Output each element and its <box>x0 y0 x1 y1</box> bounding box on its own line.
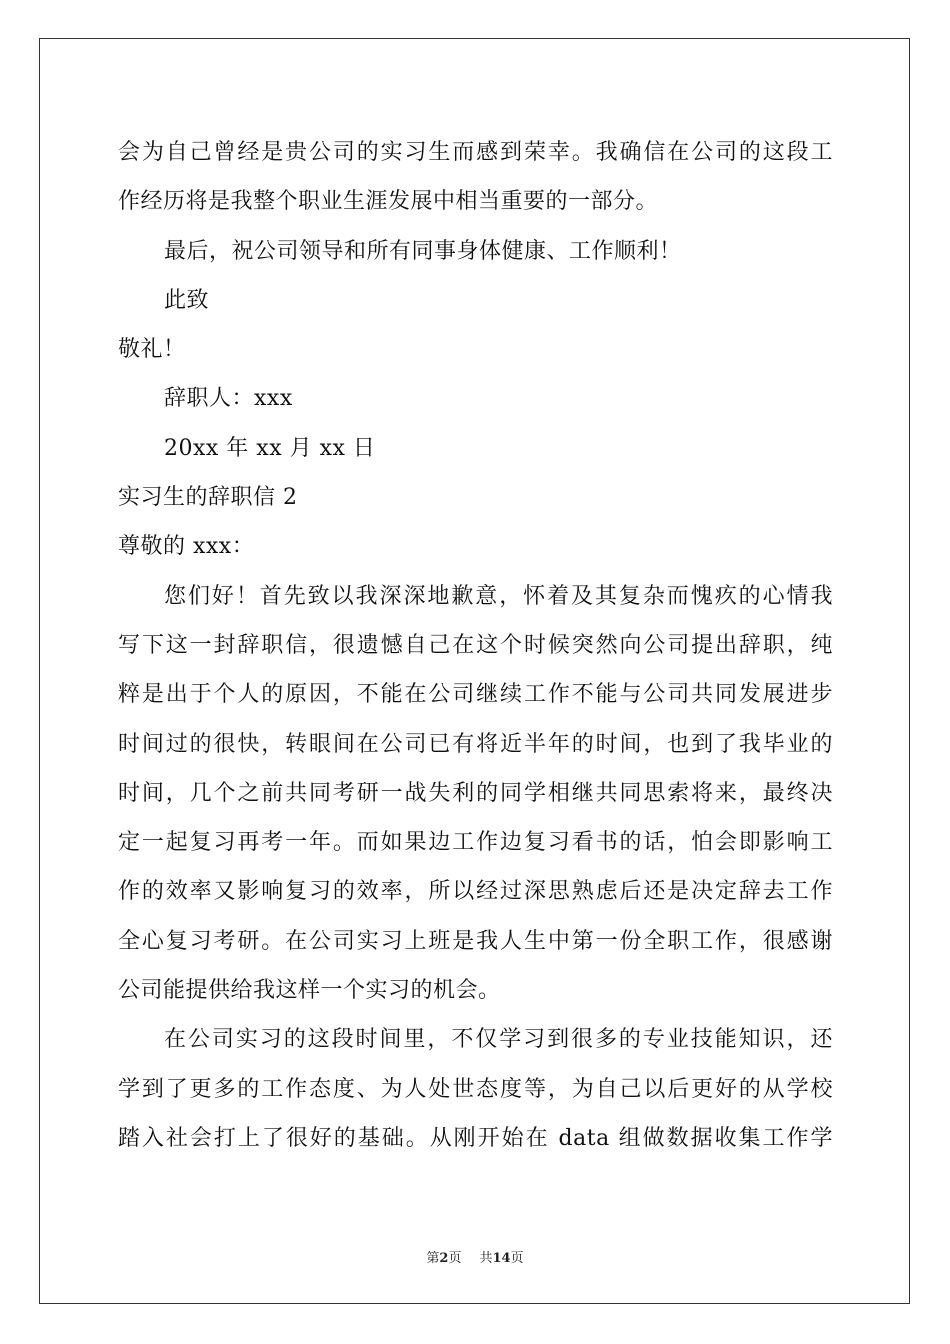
text-line: 会为自己曾经是贵公司的实习生而感到荣幸。我确信在公司的这段工 <box>118 140 833 165</box>
page-number: 2 <box>439 1251 449 1266</box>
text-line: 您们好！首先致以我深深地歉意，怀着及其复杂而愧疚的心情我 <box>164 583 833 609</box>
text-line: 最后，祝公司领导和所有同事身体健康、工作顺利！ <box>164 238 682 264</box>
document-body <box>118 128 833 1163</box>
text-line: 尊敬的 xxx： <box>118 534 255 560</box>
text-line: 学到了更多的工作态度、为人处世态度等，为自己以后更好的从学校 <box>118 1076 833 1102</box>
text-line: 时间，几个之前共同考研一战失利的同学相继共同思索将来，最终决 <box>118 780 833 806</box>
total-pages: 14 <box>492 1251 511 1266</box>
text-line: 定一起复习再考一年。而如果边工作边复习看书的话，怕会即影响工 <box>118 830 833 856</box>
text-line: 写下这一封辞职信，很遗憾自己在这个时候突然向公司提出辞职，纯 <box>118 632 833 658</box>
text-line: 在公司实习的这段时间里，不仅学习到很多的专业技能知识，还 <box>164 1027 833 1053</box>
page-prefix: 第 <box>426 1251 440 1266</box>
page-suffix: 页 <box>448 1251 462 1266</box>
total-suffix: 页 <box>510 1251 524 1266</box>
text-line: 踏入社会打上了很好的基础。从刚开始在 data 组做数据收集工作学 <box>118 1125 833 1151</box>
total-prefix: 共 <box>479 1251 493 1266</box>
page-footer <box>0 1247 950 1266</box>
text-line: 作的效率又影响复习的效率，所以经过深思熟虑后还是决定辞去工作 <box>118 879 833 905</box>
text-line: 粹是出于个人的原因，不能在公司继续工作不能与公司共同发展进步 <box>118 682 833 708</box>
text-line: 此致 <box>164 287 210 313</box>
text-line: 20xx 年 xx 月 xx 日 <box>164 435 376 461</box>
text-line: 敬礼！ <box>118 337 186 363</box>
text-line: 作经历将是我整个职业生涯发展中相当重要的一部分。 <box>118 189 659 215</box>
text-line: 时间过的很快，转眼间在公司已有将近半年的时间，也到了我毕业的 <box>118 731 833 757</box>
text-line: 全心复习考研。在公司实习上班是我人生中第一份全职工作，很感谢 <box>118 928 833 954</box>
text-line: 公司能提供给我这样一个实习的机会。 <box>118 978 501 1004</box>
text-line: 实习生的辞职信 2 <box>118 485 298 511</box>
text-line: 辞职人：xxx <box>164 386 293 412</box>
